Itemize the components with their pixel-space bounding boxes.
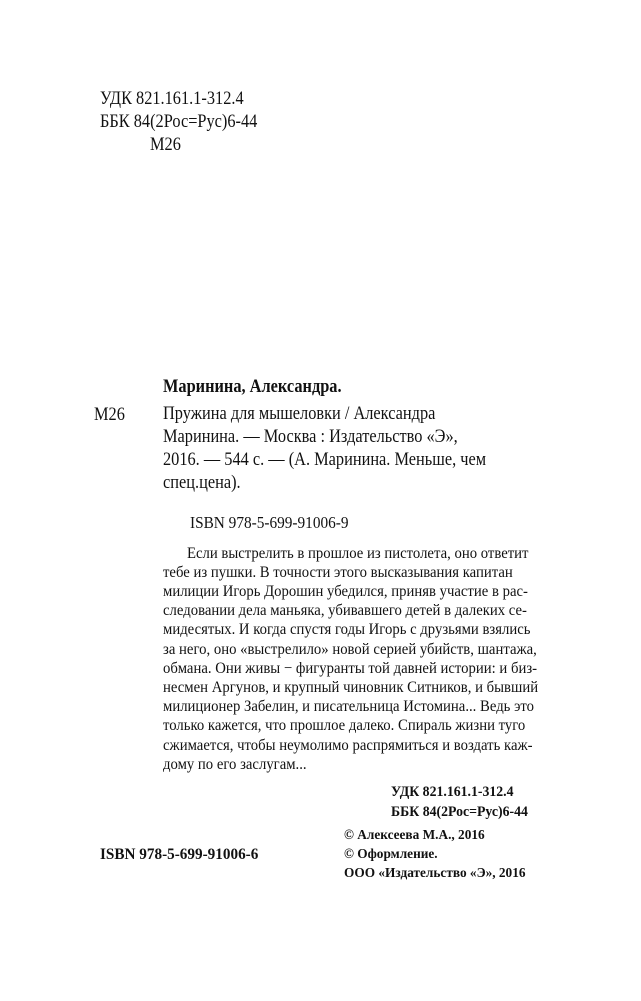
summary-line [163, 678, 571, 697]
summary-line-text: за него, оно «выстрелило» новой серией убийств, шантажа, [163, 641, 537, 658]
summary-line-text: несмен Аргунов, и крупный чиновник Ситников, и бывший [163, 679, 539, 696]
summary-line [187, 544, 558, 563]
summary-line [163, 755, 319, 774]
summary-line [163, 640, 569, 659]
summary-line-text: милиции Игорь Дорошин убедился, приняв участие в рас- [163, 583, 528, 600]
summary-line [163, 601, 559, 620]
footer-isbn [100, 845, 267, 864]
summary-line-text: мидесятых. И когда спустя годы Игорь с друзьями взялись [163, 621, 531, 638]
summary-line [163, 620, 562, 639]
summary-line-text: только кажется, что прошлое далеко. Спираль жизни туго [163, 717, 526, 734]
summary-line [163, 563, 543, 582]
bbk-code-text: ББК 84(2Рос=Рус)6-44 [100, 111, 258, 132]
record-isbn [190, 513, 366, 533]
summary-line-text: милиционер Забелин, и писательница Истомина... Ведь это [163, 698, 534, 715]
annotation-line-text: Пружина для мышеловки / Александра [163, 403, 436, 424]
author-mark [150, 134, 186, 156]
summary-line-text: тебе из пушки. В точности этого высказывания капитан [163, 564, 513, 581]
record-author-text: Маринина, Александра. [163, 376, 342, 397]
summary-line [163, 736, 565, 755]
copyright-line [344, 845, 443, 864]
summary-line-text: сжимается, чтобы неумолимо распрямиться и воздать каж- [163, 737, 533, 754]
annotation-line [163, 402, 480, 425]
summary-line [163, 582, 560, 601]
annotation-line-text: Маринина. — Москва : Издательство «Э», [163, 426, 458, 447]
summary-line-text: следовании дела маньяка, убивавшего детей в далеких се- [163, 602, 527, 619]
copyright-line [344, 864, 535, 883]
record-author-mark-text: М26 [94, 404, 125, 425]
copyright-line-text: © Алексеева М.А., 2016 [344, 828, 485, 843]
annotation-line-text: 2016. — 544 с. — (А. Маринина. Меньше, чем [163, 449, 487, 470]
summary-line [163, 716, 557, 735]
copyright-line-text: ООО «Издательство «Э», 2016 [344, 866, 526, 881]
udk-code-secondary [391, 783, 524, 802]
record-isbn-text: ISBN 978-5-699-91006-9 [190, 513, 349, 532]
summary-line [163, 659, 570, 678]
summary-line-text: Если выстрелить в прошлое из пистолета, оно ответит [187, 545, 529, 562]
udk-code [100, 88, 267, 110]
author-mark-text: М26 [150, 134, 181, 155]
bbk-code [100, 111, 283, 133]
record-author [163, 376, 371, 398]
summary-line [163, 697, 566, 716]
record-author-mark [94, 404, 130, 426]
annotation-line [163, 425, 506, 448]
udk-code-secondary-text: УДК 821.161.1-312.4 [391, 784, 514, 800]
annotation-line-text: спец.цена). [163, 472, 241, 493]
copyright-line-text: © Оформление. [344, 847, 438, 862]
annotation-line [163, 471, 253, 494]
footer-isbn-text: ISBN 978-5-699-91006-6 [100, 846, 259, 863]
bbk-code-secondary [391, 803, 540, 822]
summary-line-text: дому по его заслугам... [163, 756, 307, 773]
annotation-line [163, 448, 539, 471]
copyright-line [344, 826, 492, 845]
summary-line-text: обмана. Они живы − фигуранты той давней истории: и биз- [163, 660, 538, 677]
bbk-code-secondary-text: ББК 84(2Рос=Рус)6-44 [391, 804, 528, 820]
udk-code-text: УДК 821.161.1-312.4 [100, 88, 244, 109]
